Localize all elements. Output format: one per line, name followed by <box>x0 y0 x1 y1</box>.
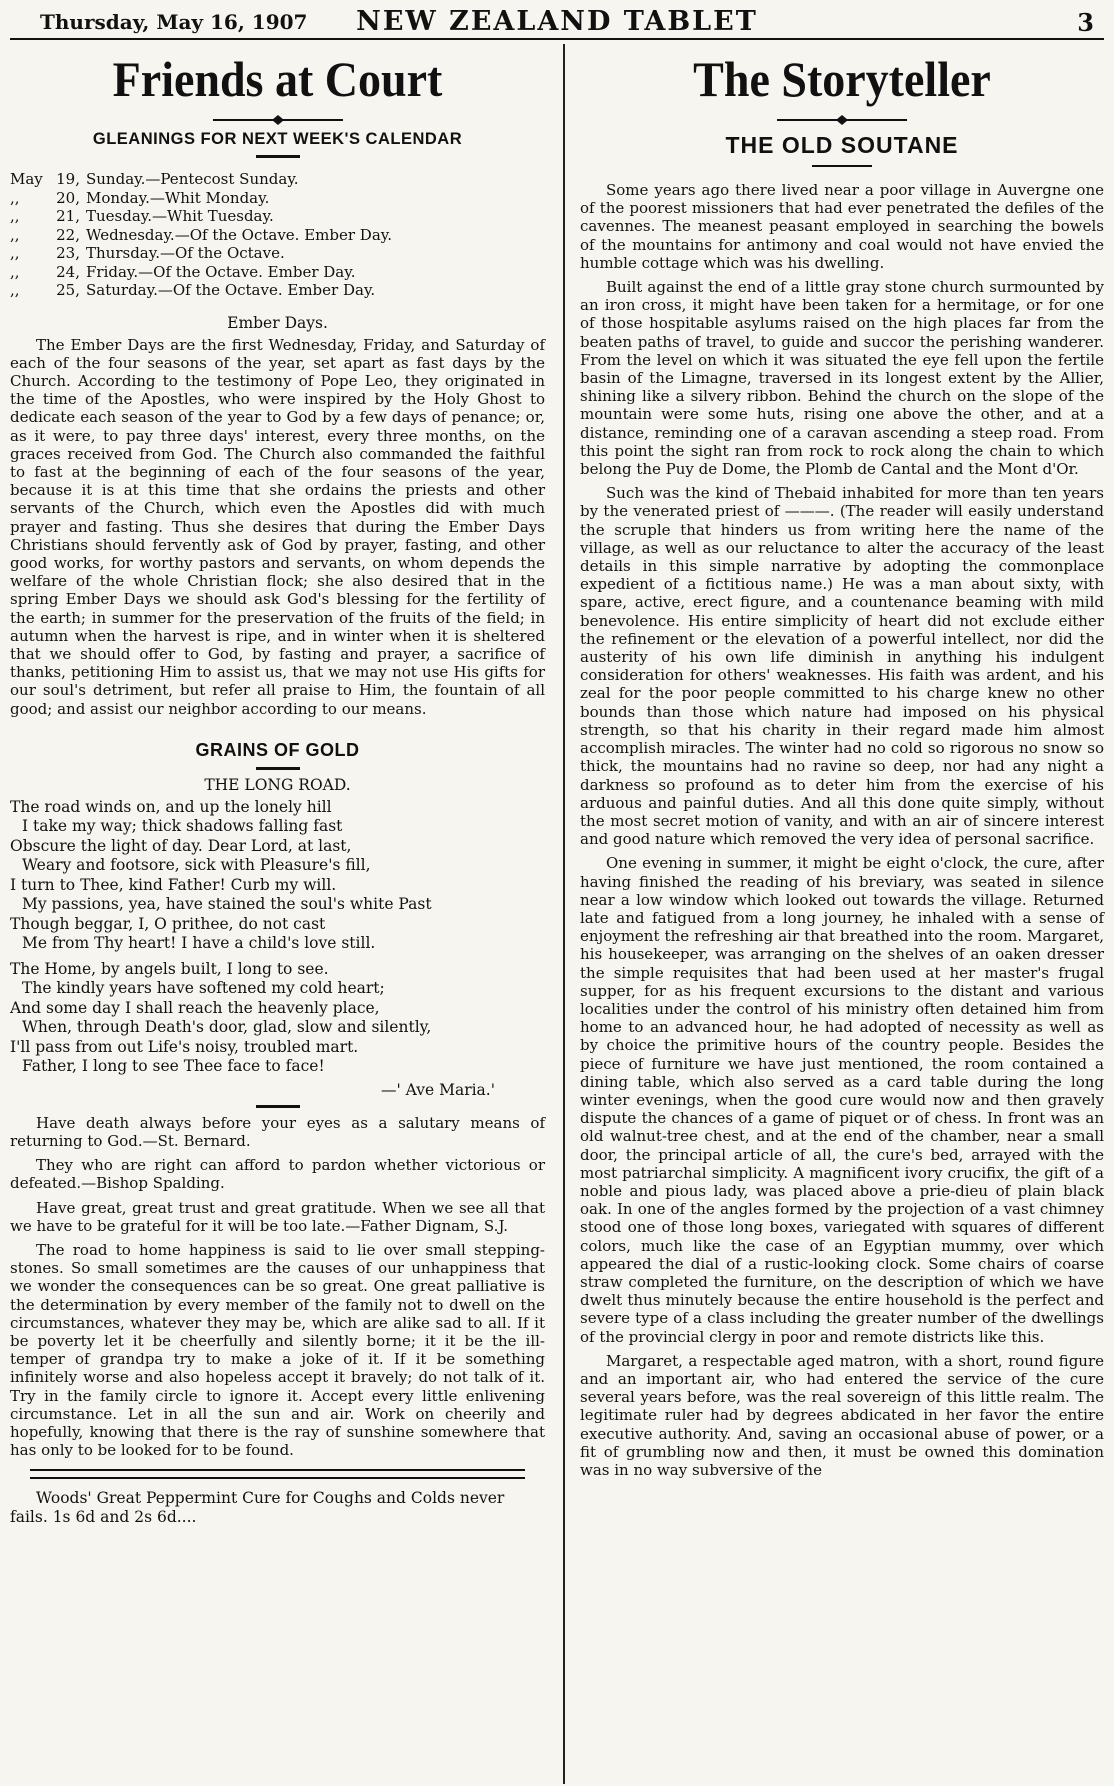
story-paragraph: Built against the end of a little gray stone church surmounted by an iron cross, it might have been taken for a hermitage, or for one of those hospitable asylums raised on the high places far from the beaten paths of travel, to guide and succor the perishing wanderer. From the level on which it was situated the eye fell upon the fertile basin of the Limagne, traversed in its longest extent by the Allier, shining like a silvery ribbon. Behind the church on the slope of the mountain were some huts, rising one above the other, and at a distance, reminding one of a caravan ascending a steep road. From this point the sight ran from rock to rock along the chain to which belong the Puy de Dome, the Plomb de Cantal and the Mont d'Or. <box>580 278 1104 479</box>
poem-stanza-1: The road winds on, and up the lonely hill I take my way; thick shadows falling fast Obscure the light of day. Dear Lord, at last, Weary and footsore, sick with Pleasure's fill, I turn to Thee, kind Father! Curb my will. My passions, yea, have stained the soul's white Past Though beggar, I, O prithee, do not cast Me from Thy heart! I have a child's love still. <box>10 797 432 953</box>
double-rule-divider <box>30 1469 525 1479</box>
small-dash-divider <box>256 155 300 158</box>
calendar-row: ,, 23, Thursday.—Of the Octave. <box>10 244 285 262</box>
calendar-row: ,, 24, Friday.—Of the Octave. Ember Day. <box>10 262 356 281</box>
quote-father-dignam: Have great, great trust and great gratitude. When we see all that we have to be grateful for it will be too late.—Father Dignam, S.J. <box>10 1198 545 1235</box>
poem-title: THE LONG ROAD. <box>204 775 351 794</box>
calendar-row: ,, 21, Tuesday.—Whit Tuesday. <box>10 207 274 225</box>
gleanings-heading: GLEANINGS FOR NEXT WEEK'S CALENDAR <box>92 130 463 148</box>
masthead <box>10 4 1104 40</box>
quote-bishop-spalding: They who are right can afford to pardon whether victorious or defeated.—Bishop Spalding. <box>10 1156 545 1193</box>
section-title-friends-at-court: Friends at Court <box>112 51 443 107</box>
calendar-row: May 19, Sunday.—Pentecost Sunday. <box>10 170 299 188</box>
masthead-date: Thursday, May 16, 1907 <box>40 10 308 34</box>
ornament-divider-icon <box>213 114 343 126</box>
calendar-row: ,, 25, Saturday.—Of the Octave. Ember Day. <box>10 281 376 299</box>
calendar-list <box>10 170 545 300</box>
calendar-row: ,, 20, Monday.—Whit Monday. <box>10 188 270 207</box>
story-paragraph: Margaret, a respectable aged matron, with a short, round figure and an important air, who had entered the service of the cure several years before, was the real sovereign of this little realm. The legitimate ruler had by degrees abdicated in her favor the entire executive authority. And, saving an occasional abuse of power, or a fit of grumbling now and then, it must be owned this domination was in no way subversive of the <box>580 1351 1104 1480</box>
small-dash-divider <box>256 1105 300 1108</box>
story-title: THE OLD SOUTANE <box>725 132 959 158</box>
story-paragraph: Some years ago there lived near a poor village in Auvergne one of the poorest missioners that had ever penetrated the defiles of the cavennes. The meanest peasant employed in searching the bowels of the mountains for antimony and coal would not have envied the humble cottage which was his dwelling. <box>580 181 1104 272</box>
story-title-rule <box>812 165 872 167</box>
column-divider <box>563 44 565 1784</box>
left-column <box>10 46 545 1527</box>
masthead-title: NEW ZEALAND TABLET <box>356 6 758 37</box>
ember-days-title: Ember Days. <box>227 313 328 332</box>
section-title-storyteller: The Storyteller <box>693 51 991 107</box>
calendar-row: ,, 22, Wednesday.—Of the Octave. Ember Day. <box>10 225 393 244</box>
quote-st-bernard: Have death always before your eyes as a salutary means of returning to God.—St. Bernard. <box>10 1113 545 1150</box>
poem-stanza-2: The Home, by angels built, I long to see. The kindly years have softened my cold heart; And some day I shall reach the heavenly place, When, through Death's door, glad, slow and silently, I'll pass from out Life's noisy, troubled mart. Father, I long to see Thee face to face! <box>10 959 432 1076</box>
story-paragraph: One evening in summer, it might be eight o'clock, the cure, after having finished the reading of his breviary, was seated in silence near a low window which looked out towards the village. Returned late and fatigued from a long journey, he inhaled with a sense of enjoyment the refreshing air that breathed into the room. Margaret, his housekeeper, was arranging on the shelves of an oaken dresser the simple requisites that had been used at her master's frugal supper, for as his frequent excursions to the distant and various localities under the control of his ministry often detained him from home to an advanced hour, he had adopted of necessity as well as by choice the primitive hours of the country people. Besides the piece of furniture we have just mentioned, the room contained a dining table, which also served as a card table during the long winter evenings, when the good cure would now and then gravely dispute the chances of a game of piquet or of chess. In front was an old walnut-tree chest, and at the end of the chamber, near a small door, the principal article of all, the cure's bed, arrayed with the most patriarchal simplicity. A magnificent ivory crucifix, the gift of a noble and pious lady, was placed above a prie-dieu of plain black oak. In one of the angles formed by the projection of a vast chimney stood one of those long boxes, variegated with squares of different colors, much like the case of an Egyptian mummy, over which appeared the dial of a rustic-looking clock. Some chairs of coarse straw completed the furniture, on the description of which we have dwelt thus minutely because the entire household is the perfect and severe type of a class including the greater number of the dwellings of the provincial clergy in poor and remote districts like this. <box>580 854 1104 1346</box>
ornament-divider-icon <box>777 114 907 126</box>
grains-of-gold-heading: GRAINS OF GOLD <box>195 739 360 760</box>
page-number: 3 <box>1077 8 1094 37</box>
poem-attribution: —' Ave Maria.' <box>380 1080 495 1099</box>
peppermint-cure-advert: Woods' Great Peppermint Cure for Coughs and Colds never fails. 1s 6d and 2s 6d.... <box>10 1489 505 1527</box>
ember-days-paragraph: The Ember Days are the first Wednesday, Friday, and Saturday of each of the four seasons of the year, set apart as fast days by the Church. According to the testimony of Pope Leo, they originated in the time of the Apostles, who were inspired by the Holy Ghost to dedicate each season of the year to God by a few days of penance; or, as it were, to pay three days' interest, every three months, on the graces received from God. The Church also commanded the faithful to fast at the beginning of each of the four seasons of the year, because it is at this time that she ordains the priests and other servants of the Church, which even the Apostles did with much prayer and fasting. Thus she desires that during the Ember Days Christians should fervently ask of God by prayer, fasting, and other good works, for worthy pastors and servants, on whom depends the welfare of the whole Christian flock; she also desired that in the spring Ember Days we should ask God's blessing for the fertility of the earth; in summer for the preservation of the fruits of the field; in autumn when the harvest is ripe, and in winter when it is sheltered that we should offer to God, by fasting and prayer, a sacrifice of thanks, petitioning Him to assist us, that we may not use His gifts for our soul's detriment, but refer all praise to Him, the fountain of all good; and assist our neighbor according to our means. <box>10 335 545 718</box>
right-column <box>580 46 1104 1485</box>
small-dash-divider <box>256 767 300 770</box>
home-happiness-paragraph: The road to home happiness is said to lie over small stepping-stones. So small sometimes are the causes of our unhappiness that we wonder the consequences can be so great. One great palliative is the determination by every member of the family not to dwell on the circumstances, whatever they may be, which are alike sad to all. If it be poverty let it be cheerfully and silently borne; it it be the ill-temper of grandpa try to make a joke of it. If it be something infinitely worse and also hopeless accept it bravely; do not talk of it. Try in the family circle to ignore it. Accept every little enlivening circumstance. Let in all the sun and air. Work on cheerily and hopefully, knowing that there is the ray of sunshine somewhere that has only to be looked for to be found. <box>10 1240 545 1460</box>
story-paragraph: Such was the kind of Thebaid inhabited for more than ten years by the venerated priest of ———. (The reader will easily understand the scruple that hinders us from writing here the name of the village, as well as our reluctance to alter the accuracy of the least details in this simple narrative by adopting the commonplace expedient of a fictitious name.) He was a man about sixty, with spare, active, erect figure, and a countenance beaming with mild benevolence. His entire simplicity of heart did not exclude either the refinement or the elevation of a powerful intellect, nor did the austerity of his own life diminish in anything his indulgent consideration for others' weaknesses. His faith was ardent, and his zeal for the poor people committed to his charge knew no other bounds than those which nature had imposed on his physical strength, so that his charity in their regard made him almost accomplish miracles. The winter had no cold so rigorous no snow so thick, the mountains had no ravine so deep, nor had any night a darkness so profound as to deter him from the exercise of his arduous and painful duties. And all this done quite simply, without the most secret motion of vanity, and with an air of sincere interest and good nature which removed the very idea of personal sacrifice. <box>580 484 1104 849</box>
